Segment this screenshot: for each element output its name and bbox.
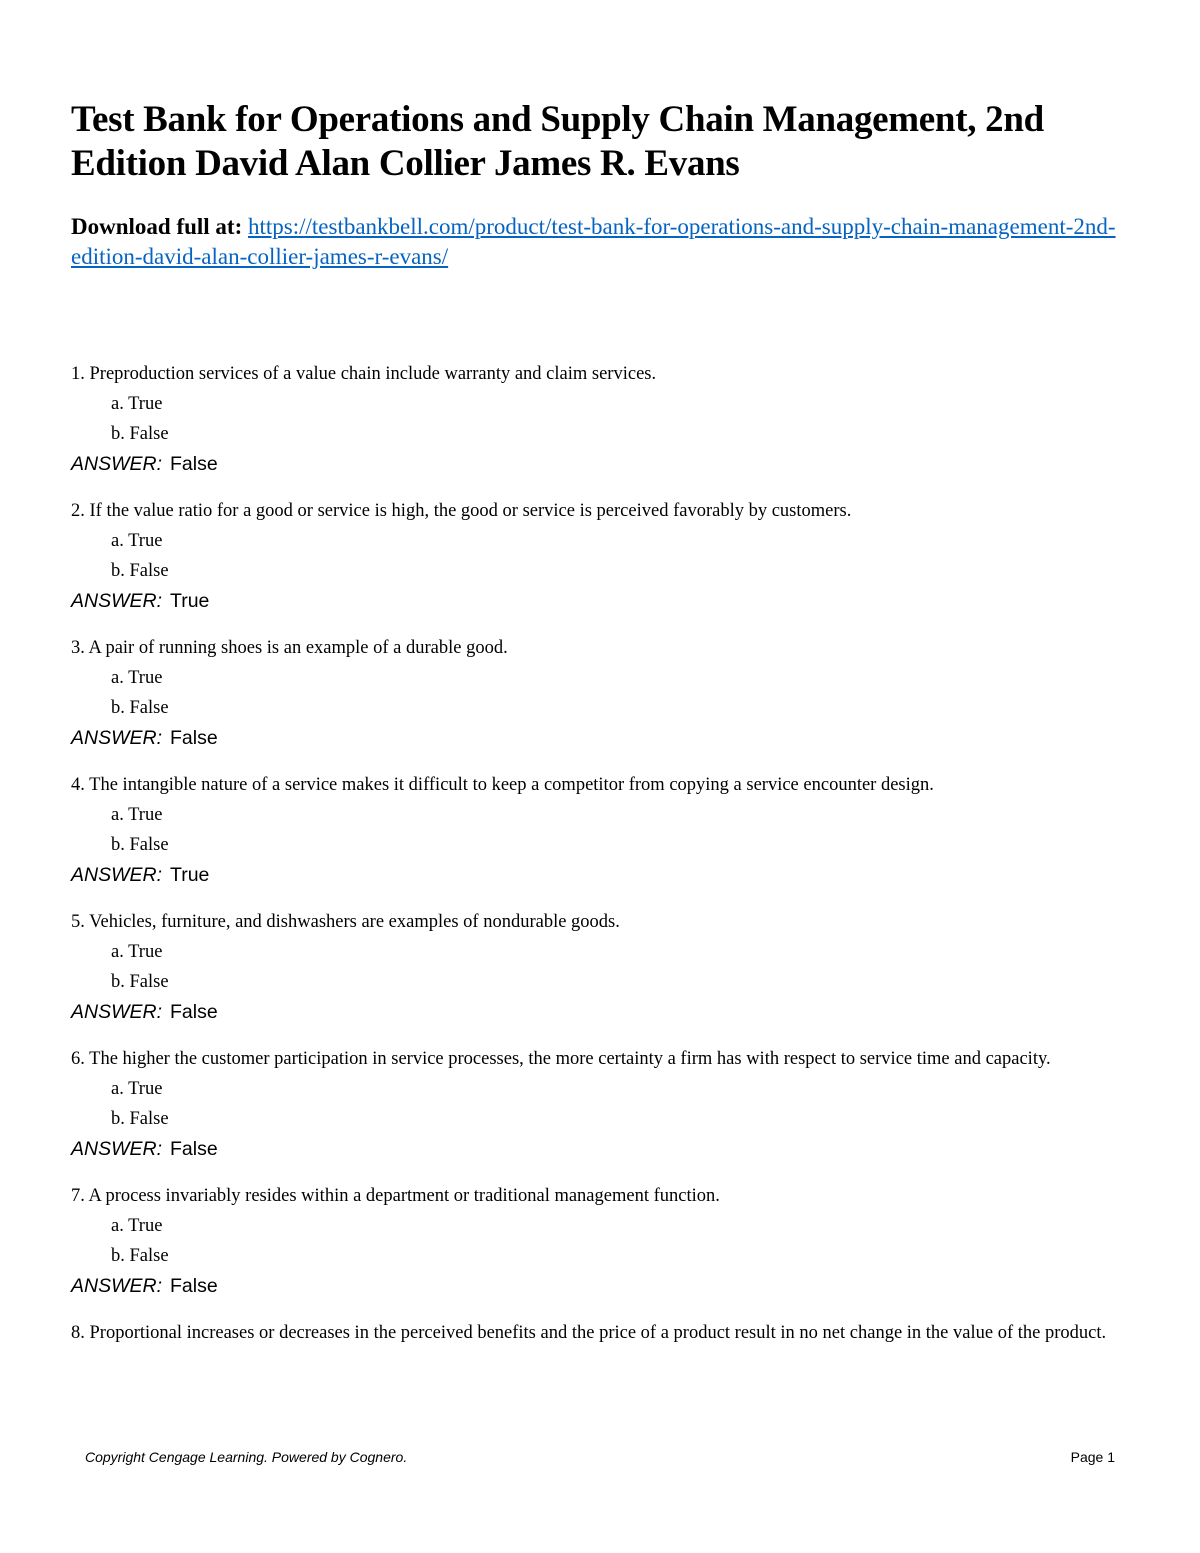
document-title: Test Bank for Operations and Supply Chain Management, 2nd Edition David Alan Collier James R. Evans (71, 99, 1044, 184)
question-number: 3. (71, 638, 85, 658)
answer-value: False (170, 1138, 218, 1160)
question-text (71, 362, 1131, 387)
option-b: b. False (111, 1246, 169, 1266)
question-body: A process invariably resides within a department or traditional management function. (88, 1186, 720, 1206)
option-b: b. False (111, 561, 169, 581)
question-body: The higher the customer participation in service processes, the more certainty a firm has with respect to service time and capacity. (89, 1049, 1051, 1069)
question-body: The intangible nature of a service makes it difficult to keep a competitor from copying a service encounter design. (89, 775, 934, 795)
answer-line (71, 587, 1131, 615)
question-body: If the value ratio for a good or service is high, the good or service is perceived favorably by customers. (89, 501, 852, 521)
question-number: 2. (71, 501, 85, 521)
answer-value: True (170, 864, 210, 886)
option-a: a. True (111, 942, 163, 962)
download-label: Download full at: (71, 214, 243, 239)
question-number: 4. (71, 775, 85, 795)
question-list (71, 362, 1131, 1367)
option-a: a. True (111, 668, 163, 688)
answer-line (71, 998, 1131, 1026)
question-text (71, 1184, 1131, 1209)
question-number: 5. (71, 912, 85, 932)
answer-value: False (170, 1001, 218, 1023)
question-body: Vehicles, furniture, and dishwashers are examples of nondurable goods. (89, 912, 620, 932)
option-b: b. False (111, 835, 169, 855)
question-number: 7. (71, 1186, 85, 1206)
question-body: Preproduction services of a value chain include warranty and claim services. (89, 364, 657, 384)
question-7 (71, 1184, 1131, 1300)
answer-label: ANSWER: (71, 864, 163, 886)
page-footer (85, 1447, 1115, 1467)
answer-line (71, 450, 1131, 478)
answer-label: ANSWER: (71, 1275, 163, 1297)
answer-label: ANSWER: (71, 1001, 163, 1023)
question-number: 8. (71, 1323, 85, 1343)
option-a: a. True (111, 394, 163, 414)
question-6 (71, 1047, 1131, 1163)
option-b: b. False (111, 698, 169, 718)
option-a: a. True (111, 1216, 163, 1236)
option-a: a. True (111, 1079, 163, 1099)
answer-line (71, 1272, 1131, 1300)
answer-line (71, 861, 1131, 889)
question-2 (71, 499, 1131, 615)
copyright-text: Copyright Cengage Learning. Powered by Cognero. (85, 1449, 408, 1465)
download-line (71, 212, 1151, 272)
download-link[interactable]: https://testbankbell.com/product/test-bank-for-operations-and-supply-chain-management-2nd-edition-david-alan-collier-james-r-evans/ (71, 214, 1116, 269)
page-number: Page 1 (1070, 1449, 1115, 1465)
answer-line (71, 724, 1131, 752)
question-number: 1. (71, 364, 85, 384)
answer-label: ANSWER: (71, 1138, 163, 1160)
option-b: b. False (111, 424, 169, 444)
question-text (71, 499, 1131, 524)
answer-line (71, 1135, 1131, 1163)
answer-label: ANSWER: (71, 727, 163, 749)
question-1 (71, 362, 1131, 478)
question-4 (71, 773, 1131, 889)
answer-value: True (170, 590, 210, 612)
option-b: b. False (111, 972, 169, 992)
question-8 (71, 1321, 1131, 1346)
answer-value: False (170, 727, 218, 749)
option-a: a. True (111, 531, 163, 551)
question-text (71, 1321, 1131, 1346)
question-body: A pair of running shoes is an example of a durable good. (88, 638, 508, 658)
question-3 (71, 636, 1131, 752)
question-text (71, 1047, 1131, 1072)
answer-label: ANSWER: (71, 453, 163, 475)
question-number: 6. (71, 1049, 85, 1069)
question-text (71, 773, 1131, 798)
option-b: b. False (111, 1109, 169, 1129)
answer-value: False (170, 453, 218, 475)
option-a: a. True (111, 805, 163, 825)
question-text (71, 636, 1131, 661)
question-5 (71, 910, 1131, 1026)
question-text (71, 910, 1131, 935)
answer-label: ANSWER: (71, 590, 163, 612)
question-body: Proportional increases or decreases in the perceived benefits and the price of a product result in no net change in the value of the product. (89, 1323, 1107, 1343)
answer-value: False (170, 1275, 218, 1297)
